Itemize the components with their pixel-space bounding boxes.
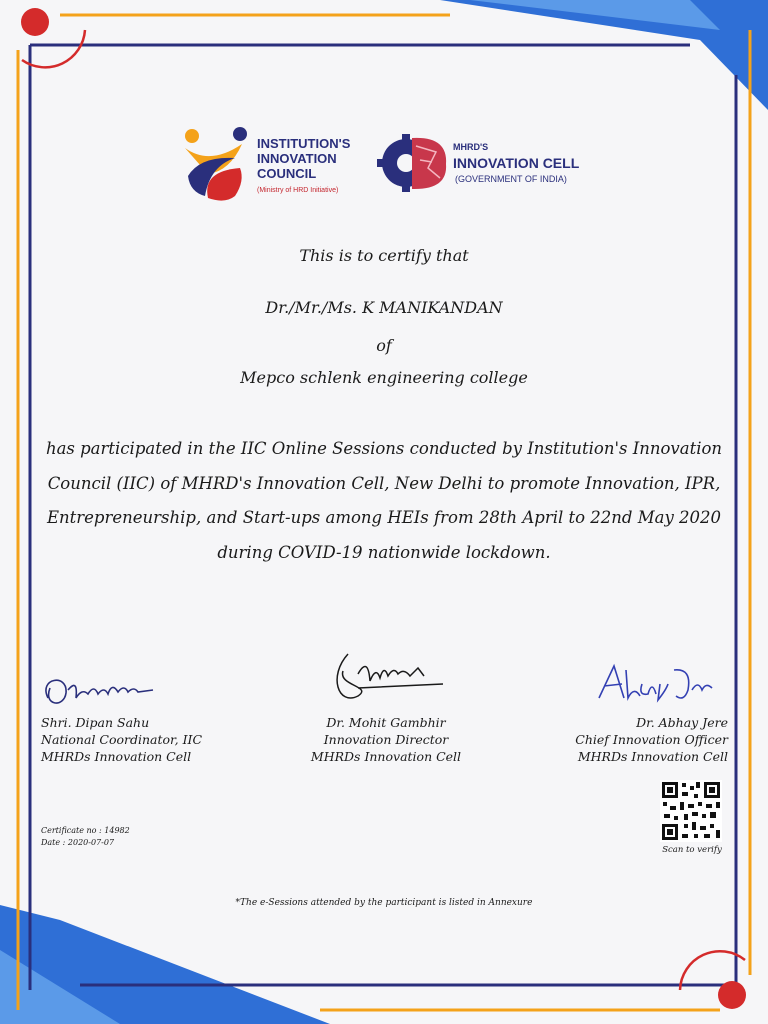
red-dot-top-left — [21, 8, 49, 36]
iic-logo-text — [257, 136, 350, 181]
signatory-org: MHRDs Innovation Cell — [577, 749, 728, 764]
certificate-body: has participated in the IIC Online Sessions conducted by Institution's Innovation Council (IIC) of MHRD's Innovation Cell, New Delhi to promote Innovation, IPR, Entrepreneurship, and Start-ups among HEIs from 28th April to 22nd May 2020 during COVID-19 nationwide lockdown. — [45, 439, 723, 562]
corner-shape-top-right — [440, 0, 768, 110]
certificate-number: Certificate no : 14982 — [41, 826, 130, 835]
red-dot-bottom-right — [718, 981, 746, 1009]
signatory-name: Shri. Dipan Sahu — [41, 715, 150, 730]
signatory-name: Dr. Abhay Jere — [636, 715, 728, 730]
signature-dipan-sahu — [38, 668, 158, 712]
corner-shape-top-right-light — [470, 0, 720, 30]
qr-code-icon[interactable] — [660, 780, 722, 842]
certificate-date: Date : 2020-07-07 — [41, 838, 115, 847]
signatory-role: Innovation Director — [323, 732, 449, 747]
iic-logo-line1: INSTITUTION'S — [257, 136, 351, 151]
of-label: of — [376, 336, 392, 355]
mic-logo-title: INNOVATION CELL — [453, 155, 580, 171]
signatory-org: MHRDs Innovation Cell — [41, 749, 192, 764]
signatory-org: MHRDs Innovation Cell — [310, 749, 462, 764]
iic-logo-icon — [180, 126, 252, 204]
iic-logo-subtitle: (Ministry of HRD Initiative) — [257, 187, 339, 194]
signatory-dipan-sahu — [41, 714, 202, 765]
signatory-role: National Coordinator, IIC — [41, 732, 203, 747]
mic-logo-line1: MHRD'S — [453, 142, 489, 152]
mic-logo-subtitle: (GOVERNMENT OF INDIA) — [455, 174, 567, 184]
signatory-abhay-jere — [528, 714, 728, 765]
scan-to-verify-label: Scan to verify — [662, 845, 722, 855]
signature-mohit-gambhir — [318, 646, 448, 710]
certificate-title: This is to certify that — [299, 246, 469, 265]
mic-logo-icon — [376, 132, 450, 194]
recipient-name: Dr./Mr./Ms. K MANIKANDAN — [265, 298, 503, 317]
signatory-mohit-gambhir — [286, 714, 486, 765]
signatory-name: Dr. Mohit Gambhir — [326, 715, 446, 730]
certificate-meta — [41, 825, 130, 849]
iic-logo-line2: INNOVATION — [257, 151, 337, 166]
iic-logo-line3: COUNCIL — [257, 166, 317, 181]
signatory-role: Chief Innovation Officer — [575, 732, 728, 747]
annexure-note: *The e-Sessions attended by the participant is listed in Annexure — [235, 898, 533, 908]
college-name: Mepco schlenk engineering college — [240, 368, 528, 387]
signature-abhay-jere — [594, 660, 724, 708]
